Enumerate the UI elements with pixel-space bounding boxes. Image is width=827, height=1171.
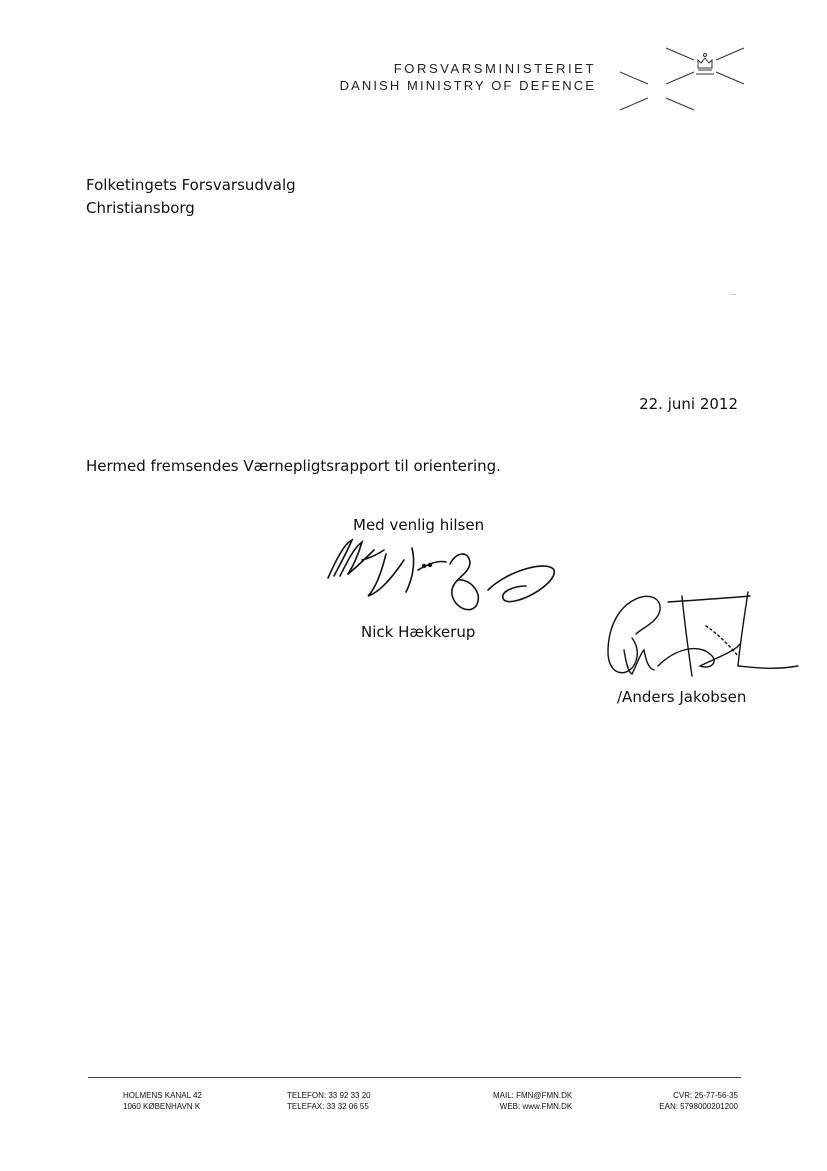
- footer-fax: TELEFAX: 33 32 06 55: [287, 1102, 369, 1111]
- closing-salutation: Med venlig hilsen: [353, 516, 485, 534]
- footer-phone-fax: [287, 1090, 371, 1112]
- footer-phone: TELEFON: 33 92 33 20: [287, 1091, 371, 1100]
- footer-divider: [88, 1077, 741, 1078]
- signatory-name-1: Nick Hækkerup: [361, 623, 476, 641]
- crown-crossed-lines-icon: [612, 38, 752, 118]
- recipient-line-location: Christiansborg: [86, 199, 195, 217]
- letter-date: 22. juni 2012: [639, 395, 738, 413]
- footer-web: WEB: www.FMN.DK: [499, 1102, 573, 1111]
- footer-street: HOLMENS KANAL 42: [123, 1091, 202, 1100]
- signatory-name-2: /Anders Jakobsen: [617, 688, 747, 706]
- signature-nick-haekkerup: [318, 530, 558, 618]
- recipient-line-committee: Folketingets Forsvarsudvalg: [86, 176, 296, 194]
- footer-postal-city: 1060 KØBENHAVN K: [123, 1102, 201, 1111]
- letter-body: Hermed fremsendes Værnepligtsrapport til orientering.: [86, 457, 501, 475]
- footer-cvr: CVR: 25-77-56-35: [673, 1091, 738, 1100]
- signature-anders-jakobsen: [598, 588, 803, 688]
- scan-speck: [730, 294, 736, 295]
- footer-mail-web: [493, 1090, 572, 1112]
- ministry-name-danish: FORSVARSMINISTERIET: [393, 61, 596, 76]
- footer-ean: EAN: 5798000201200: [659, 1102, 738, 1111]
- footer-address: [123, 1090, 202, 1112]
- footer-mail: MAIL: FMN@FMN.DK: [493, 1091, 573, 1100]
- ministry-name-english: DANISH MINISTRY OF DEFENCE: [339, 78, 596, 93]
- footer-registration: [659, 1090, 738, 1112]
- recipient-address: [86, 174, 296, 220]
